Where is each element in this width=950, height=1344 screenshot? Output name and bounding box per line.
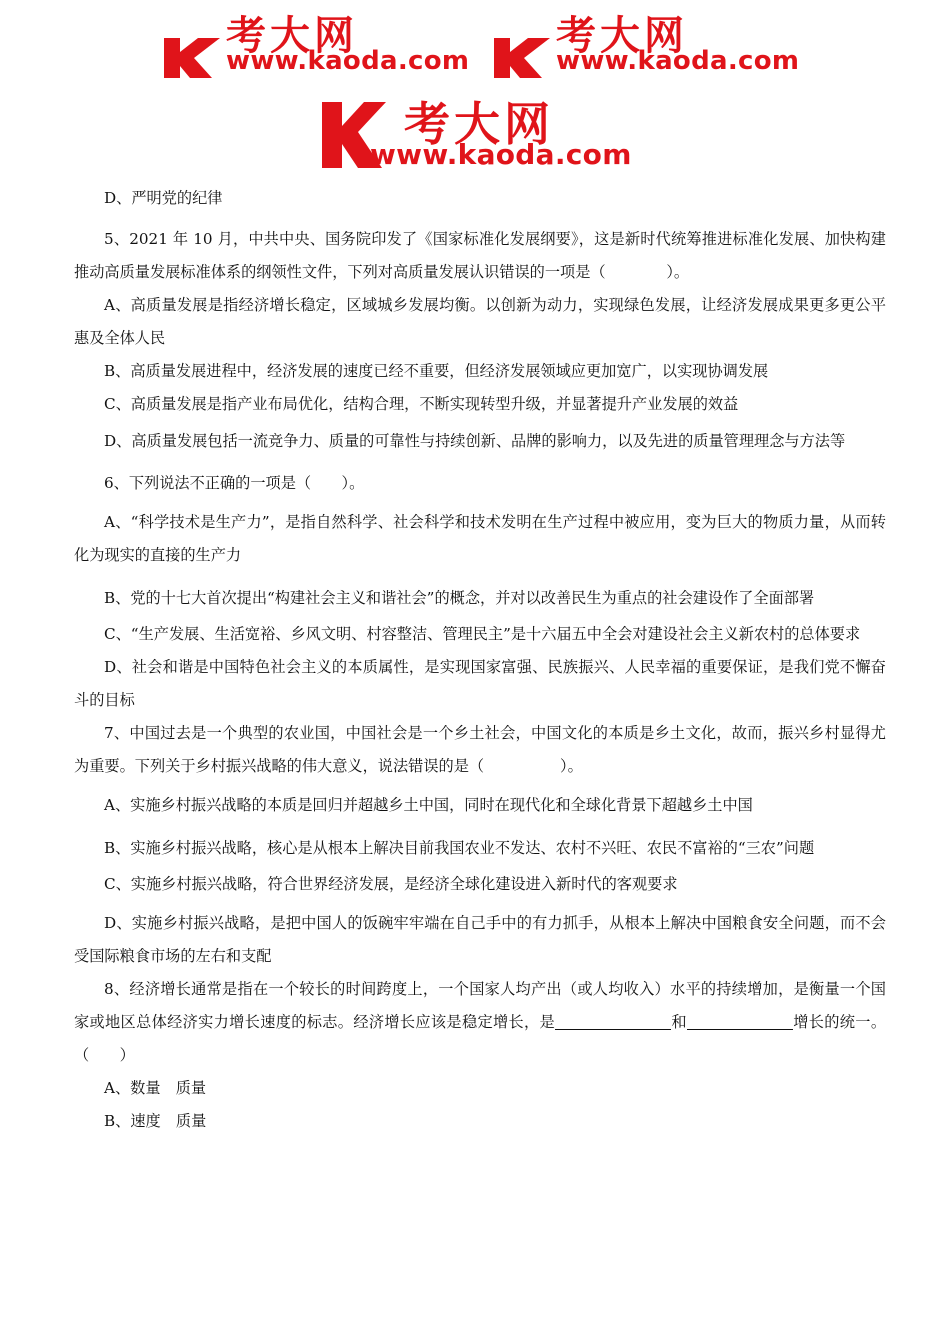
q5-option-d: D、高质量发展包括一流竞争力、质量的可靠性与持续创新、品牌的影响力，以及先进的质量管理理念与方法等 bbox=[104, 432, 846, 450]
q5-option-a: A、高质量发展是指经济增长稳定，区域城乡发展均衡。以创新为动力，实现绿色发展，让经济发展成果更多更公平惠及全体人民 bbox=[74, 296, 886, 347]
q7-option-a: A、实施乡村振兴战略的本质是回归并超越乡土中国，同时在现代化和全球化背景下超越乡土中国 bbox=[104, 796, 753, 814]
document-body bbox=[74, 182, 886, 1138]
q6-option-a: A、“科学技术是生产力”，是指自然科学、社会科学和技术发明在生产过程中被应用，变为巨大的物质力量，从而转化为现实的直接的生产力 bbox=[74, 513, 886, 564]
q8-blank-1 bbox=[555, 1011, 671, 1030]
q7-stem: 7、中国过去是一个典型的农业国，中国社会是一个乡土社会，中国文化的本质是乡土文化，故而，振兴乡村显得尤为重要。下列关于乡村振兴战略的伟大意义，说法错误的是（ ）。 bbox=[74, 724, 886, 775]
watermark-url: www.kaoda.com bbox=[226, 46, 470, 76]
watermark-brand: 考大网 bbox=[404, 97, 554, 151]
q8-stem bbox=[74, 973, 886, 1072]
q8-option-b: B、速度 质量 bbox=[104, 1112, 207, 1130]
q8-text-and: 和 bbox=[671, 1013, 687, 1031]
q8-option-a: A、数量 质量 bbox=[104, 1079, 207, 1097]
q8-blank-2 bbox=[687, 1011, 793, 1030]
watermark-logo-main bbox=[322, 92, 652, 176]
q7-option-c: C、实施乡村振兴战略，符合世界经济发展，是经济全球化建设进入新时代的客观要求 bbox=[104, 875, 678, 893]
q6-option-b: B、党的十七大首次提出“构建社会主义和谐社会”的概念，并对以改善民生为重点的社会建设作了全面部署 bbox=[104, 589, 815, 607]
q8-text-part2: 增长的统一。（ ） bbox=[74, 1013, 887, 1064]
k-logo-icon bbox=[494, 38, 552, 78]
watermark-url: www.kaoda.com bbox=[370, 138, 632, 171]
watermark-brand-clipped: 考大网 bbox=[556, 13, 688, 59]
q5-option-b: B、高质量发展进程中，经济发展的速度已经不重要，但经济发展领域应更加宽广，以实现协调发展 bbox=[104, 362, 769, 380]
q7-option-d: D、实施乡村振兴战略，是把中国人的饭碗牢牢端在自己手中的有力抓手，从根本上解决中国粮食安全问题，而不会受国际粮食市场的左右和支配 bbox=[74, 914, 886, 965]
watermark-top-row bbox=[160, 13, 820, 86]
q5-stem: 5、2021 年 10 月，中共中央、国务院印发了《国家标准化发展纲要》，这是新时代统筹推进标准化发展、加快构建推动高质量发展标准体系的纲领性文件，下列对高质量发展认识错误的一项是（ ）。 bbox=[74, 230, 886, 281]
q6-stem: 6、下列说法不正确的一项是（ ）。 bbox=[104, 474, 365, 492]
q7-option-b: B、实施乡村振兴战略，核心是从根本上解决目前我国农业不发达、农村不兴旺、农民不富裕的“三农”问题 bbox=[104, 839, 815, 857]
k-logo-icon bbox=[164, 38, 222, 78]
q6-option-d: D、社会和谐是中国特色社会主义的本质属性，是实现国家富强、民族振兴、人民幸福的重要保证，是我们党不懈奋斗的目标 bbox=[74, 658, 886, 709]
watermark-url: www.kaoda.com bbox=[556, 46, 800, 76]
watermark-brand-clipped: 考大网 bbox=[226, 13, 358, 59]
q5-option-c: C、高质量发展是指产业布局优化，结构合理，不断实现转型升级，并显著提升产业发展的效益 bbox=[104, 395, 739, 413]
q4-option-d: D、严明党的纪律 bbox=[104, 189, 223, 207]
q8-text-part1: 8、经济增长通常是指在一个较长的时间跨度上，一个国家人均产出（或人均收入）水平的持续增加，是衡量一个国家或地区总体经济实力增长速度的标志。经济增长应该是稳定增长，是 bbox=[74, 980, 886, 1031]
q6-option-c: C、“生产发展、生活宽裕、乡风文明、村容整洁、管理民主”是十六届五中全会对建设社会主义新农村的总体要求 bbox=[104, 625, 861, 643]
